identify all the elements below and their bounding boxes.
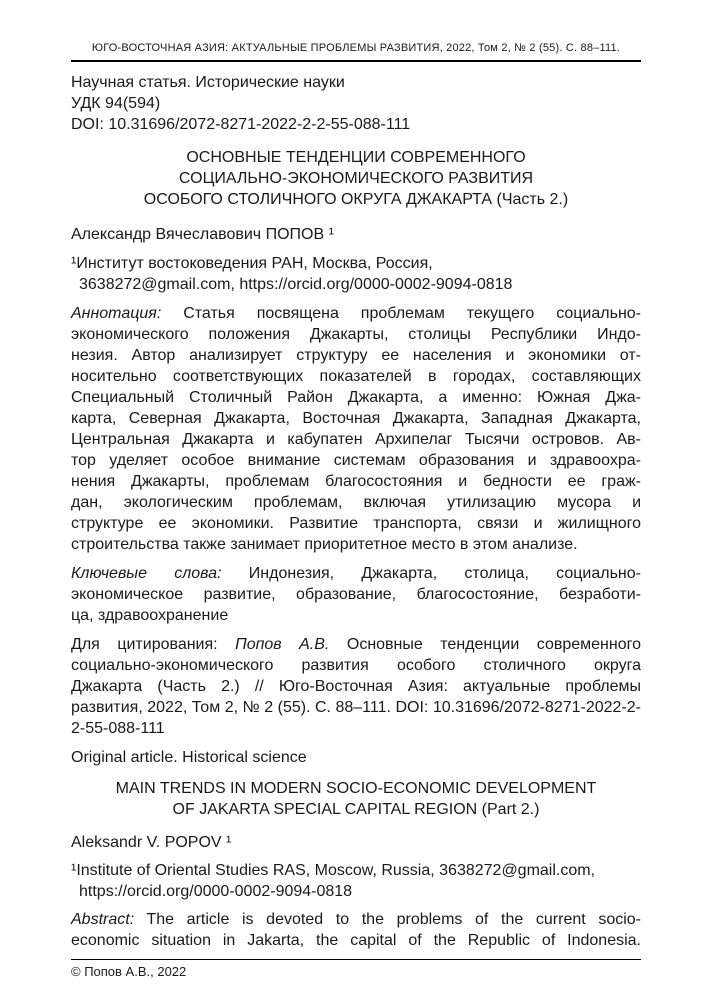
text-line: https://orcid.org/0000-0002-9094-0818	[79, 883, 353, 900]
article-type-udc-doi	[71, 72, 641, 135]
text-line: ¹Институт востоковедения РАН, Москва, Россия,	[71, 255, 433, 272]
text-line: дан, экологическим проблемам, включая утилизацию мусора и	[71, 494, 641, 511]
abstract-en	[71, 909, 641, 951]
text-line: Аннотация: Статья посвящена проблемам текущего социально-	[71, 305, 641, 322]
text-line: DOI: 10.31696/2072-8271-2022-2-2-55-088-111	[71, 116, 411, 133]
text-line: экономическое развитие, образование, благосостояние, безработи-	[71, 586, 641, 603]
text-line: структуре ее экономики. Развитие транспорта, связи и жилищного	[71, 515, 641, 532]
article-title-en	[71, 778, 641, 820]
affiliation-en	[71, 860, 641, 902]
text-line: Ключевые слова: Индонезия, Джакарта, столица, социально-	[71, 565, 641, 582]
text-line: карта, Северная Джакарта, Восточная Джакарта, Западная Джакарта,	[71, 410, 641, 427]
text-line: социально-экономического развития особого столичного округа	[71, 657, 641, 674]
affiliation-ru	[71, 253, 641, 295]
text-line: ОСНОВНЫЕ ТЕНДЕНЦИИ СОВРЕМЕННОГО	[186, 149, 526, 166]
text-line: тор уделяет особое внимание системам образования и здравоохра-	[71, 452, 641, 469]
text-line: Специальный Столичный Район Джакарта, а именно: Южная Джа-	[71, 389, 641, 406]
text-line: Научная статья. Исторические науки	[71, 74, 345, 91]
text-line: Джакарта (Часть 2.) // Юго-Восточная Азия: актуальные проблемы	[71, 678, 641, 695]
text-line: Abstract: The article is devoted to the problems of the current socio-	[71, 911, 641, 928]
footer-rule	[71, 959, 641, 960]
author-ru: Александр Вячеславович ПОПОВ ¹	[71, 226, 334, 243]
text-line: Центральная Джакарта и кабупатен Архипелаг Тысячи островов. Ав-	[71, 431, 641, 448]
text-line: Для цитирования: Попов А.В. Основные тенденции современного	[71, 636, 641, 653]
author-en: Aleksandr V. POPOV ¹	[71, 834, 232, 851]
text-line: MAIN TRENDS IN MODERN SOCIO-ECONOMIC DEVELOPMENT	[115, 780, 597, 797]
text-line: 2-55-088-111	[71, 720, 165, 737]
text-line: носительно соответствующих показателей в городах, составляющих	[71, 368, 641, 385]
article-type-en: Original article. Historical science	[71, 749, 307, 766]
article-title-ru	[71, 147, 641, 210]
text-line: строительства также занимает приоритетное место в этом анализе.	[71, 536, 578, 553]
text-line: economic situation in Jakarta, the capital of the Republic of Indonesia.	[71, 932, 641, 949]
text-line: УДК 94(594)	[71, 95, 161, 112]
text-line: нения Джакарты, проблемам благосостояния и бедности ее граж-	[71, 473, 641, 490]
text-line: экономического положения Джакарты, столицы Республики Индо-	[71, 326, 641, 343]
abstract-ru	[71, 303, 641, 555]
text-line: ОСОБОГО СТОЛИЧНОГО ОКРУГА ДЖАКАРТА (Часть 2.)	[143, 191, 569, 208]
journal-running-head: ЮГО-ВОСТОЧНАЯ АЗИЯ: АКТУАЛЬНЫЕ ПРОБЛЕМЫ РАЗВИТИЯ, 2022, Том 2, № 2 (55). С. 88–111.	[91, 42, 621, 54]
text-line: ¹Institute of Oriental Studies RAS, Moscow, Russia, 3638272@gmail.com,	[71, 862, 596, 879]
text-line: ца, здравоохранение	[71, 607, 229, 624]
text-line: 3638272@gmail.com, https://orcid.org/0000-0002-9094-0818	[79, 276, 513, 293]
text-line: OF JAKARTA SPECIAL CAPITAL REGION (Part 2.)	[172, 801, 540, 818]
text-line: СОЦИАЛЬНО-ЭКОНОМИЧЕСКОГО РАЗВИТИЯ	[178, 170, 534, 187]
header-rule	[71, 60, 641, 62]
copyright-line: © Попов А.В., 2022	[71, 964, 187, 979]
text-line: развития, 2022, Том 2, № 2 (55). С. 88–111. DOI: 10.31696/2072-8271-2022-2-	[71, 699, 641, 716]
text-line: незия. Автор анализирует структуру ее населения и экономики от-	[71, 347, 641, 364]
keywords-ru	[71, 563, 641, 626]
citation-ru	[71, 634, 641, 739]
